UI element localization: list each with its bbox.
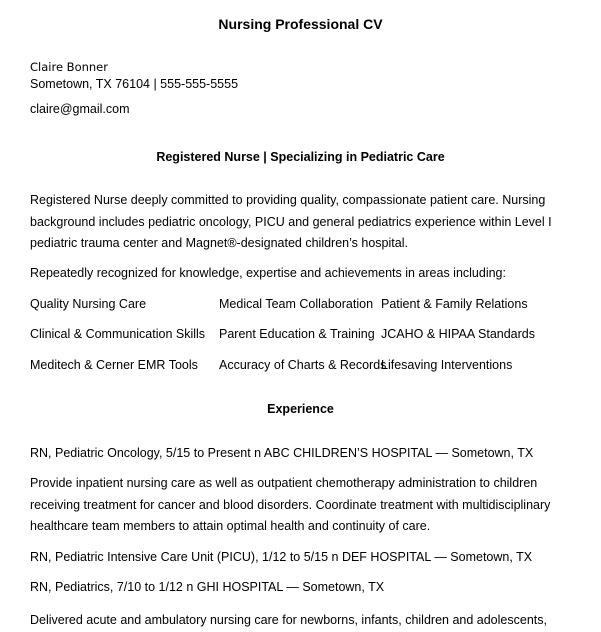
skill-item: Accuracy of Charts & Records <box>219 358 387 372</box>
skill-item: Parent Education & Training <box>219 327 375 341</box>
description-line: healthcare team members to attain optimal health and continuity of care. <box>30 519 431 533</box>
address-phone: Sometown, TX 76104 | 555-555-5555 <box>30 77 239 91</box>
experience-heading: Experience <box>267 402 334 416</box>
job-description <box>30 610 547 632</box>
summary-paragraph <box>30 190 552 255</box>
candidate-name: Claire Bonner <box>30 60 108 74</box>
skill-item: Clinical & Communication Skills <box>30 327 206 341</box>
summary-line: background includes pediatric oncology, PICU and general pediatrics experience within Level I <box>30 214 552 229</box>
summary-line: pediatric trauma center and Magnet®-designated children’s hospital. <box>30 236 408 250</box>
job-title-line: RN, Pediatric Intensive Care Unit (PICU), 1/12 to 5/15 n DEF HOSPITAL — Sometown, TX <box>30 550 533 564</box>
document-title: Nursing Professional CV <box>218 16 383 32</box>
skills-intro: Repeatedly recognized for knowledge, expertise and achievements in areas including: <box>30 266 506 280</box>
skill-item: Lifesaving Interventions <box>381 358 513 372</box>
email-address: claire@gmail.com <box>30 102 130 116</box>
skill-item: Patient & Family Relations <box>381 297 528 311</box>
description-line: receiving treatment for cancer and blood disorders. Coordinate treatment with multidisciplinary <box>30 497 551 512</box>
skill-item: Meditech & Cerner EMR Tools <box>30 358 198 372</box>
job-title-line: RN, Pediatric Oncology, 5/15 to Present n ABC CHILDREN’S HOSPITAL — Sometown, TX <box>30 446 534 460</box>
job-description <box>30 473 550 538</box>
description-line: Delivered acute and ambulatory nursing care for newborns, infants, children and adolescents, <box>30 613 547 627</box>
professional-headline: Registered Nurse | Specializing in Pediatric Care <box>156 150 445 164</box>
summary-line: Registered Nurse deeply committed to providing quality, compassionate patient care. Nursing <box>30 193 546 207</box>
skill-item: Quality Nursing Care <box>30 297 147 311</box>
job-title-line: RN, Pediatrics, 7/10 to 1/12 n GHI HOSPITAL — Sometown, TX <box>30 580 385 594</box>
description-line: Provide inpatient nursing care as well as outpatient chemotherapy administration to children <box>30 476 538 490</box>
skill-item: Medical Team Collaboration <box>219 297 374 311</box>
skill-item: JCAHO & HIPAA Standards <box>381 327 535 341</box>
